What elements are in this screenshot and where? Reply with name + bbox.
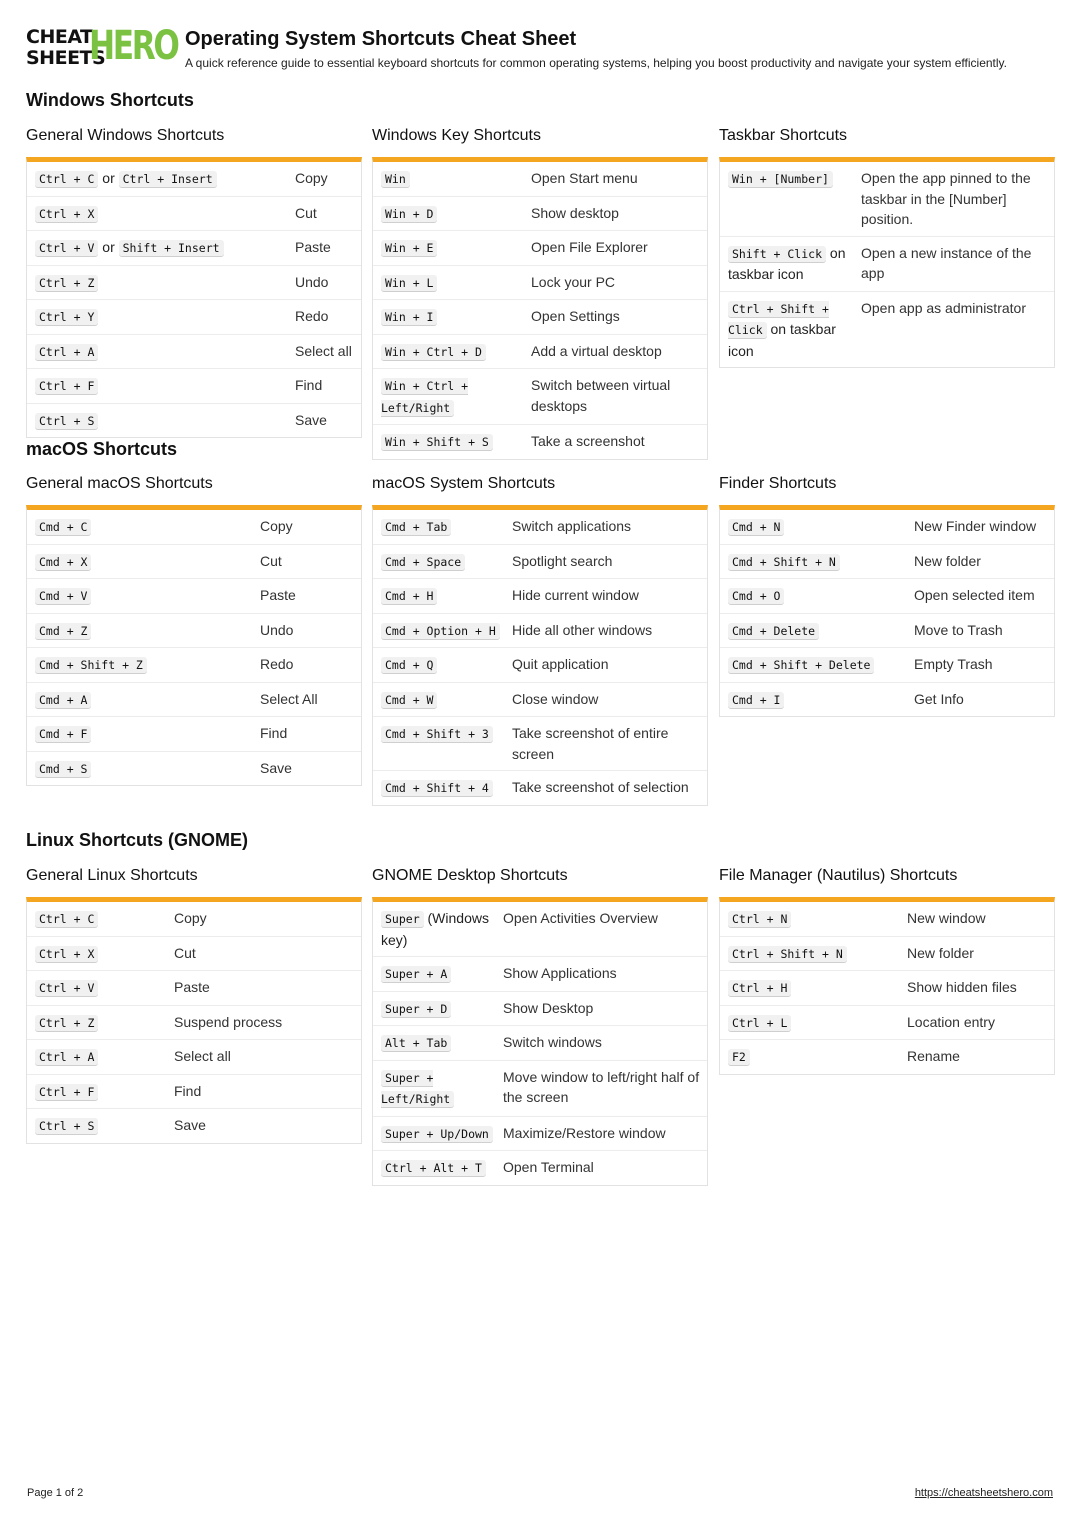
- shortcut-description: Show Applications: [503, 965, 617, 981]
- shortcut-description: Get Info: [914, 690, 964, 707]
- shortcut-keys: [381, 1067, 503, 1110]
- card-taskbar: [719, 125, 1055, 368]
- key-combo: Shift + Insert: [119, 240, 224, 256]
- key-combo: Cmd + Shift + 3: [381, 726, 493, 742]
- key-combo: Ctrl + F: [35, 378, 98, 394]
- site-link[interactable]: https://cheatsheetshero.com: [914, 1487, 1053, 1499]
- shortcut-description: Paste: [295, 239, 331, 255]
- shortcut-keys: [728, 1046, 907, 1068]
- page-title: Operating System Shortcuts Cheat Sheet: [185, 28, 577, 50]
- shortcut-row: [373, 510, 707, 545]
- shortcut-description: Location entry: [907, 1013, 995, 1030]
- shortcut-description: Switch applications: [512, 518, 632, 534]
- shortcut-description: Switch between virtual desktops: [531, 377, 671, 414]
- shortcut-table: [372, 897, 708, 1186]
- shortcut-keys: [381, 998, 503, 1020]
- shortcut-row: [373, 1117, 707, 1152]
- shortcut-description: Open File Explorer: [531, 239, 648, 255]
- key-combo: Shift + Click: [728, 246, 826, 262]
- key-combo: Ctrl + L: [728, 1015, 791, 1031]
- shortcut-row: [27, 683, 361, 718]
- shortcut-row: [27, 404, 361, 438]
- shortcut-keys: [35, 977, 174, 999]
- shortcut-description: Take screenshot of selection: [512, 779, 689, 795]
- shortcut-keys: [35, 341, 295, 363]
- card-macos-system: [372, 473, 708, 806]
- key-combo: F2: [728, 1049, 750, 1065]
- shortcut-row: [373, 162, 707, 197]
- shortcut-table: [372, 157, 708, 460]
- key-combo: Ctrl + V: [35, 980, 98, 996]
- card-windows-key: [372, 125, 708, 460]
- shortcut-keys: [35, 723, 260, 745]
- shortcut-row: [373, 771, 707, 805]
- shortcut-keys: [728, 908, 907, 930]
- key-combo: Ctrl + S: [35, 1118, 98, 1134]
- card-title: GNOME Desktop Shortcuts: [372, 867, 568, 884]
- shortcut-description: Open Activities Overview: [503, 910, 658, 926]
- shortcut-row: [373, 717, 707, 771]
- shortcut-description: Take screenshot of entire screen: [512, 725, 669, 762]
- shortcut-description: Save: [260, 759, 292, 776]
- key-combo: Super + Up/Down: [381, 1126, 493, 1142]
- shortcut-keys: [381, 168, 531, 190]
- shortcut-description: Open Settings: [531, 308, 620, 324]
- shortcut-keys: [728, 243, 861, 285]
- shortcut-row: [373, 648, 707, 683]
- key-combo: Cmd + V: [35, 588, 91, 604]
- shortcut-description: Hide current window: [512, 587, 639, 603]
- shortcut-description: Open Terminal: [503, 1159, 594, 1175]
- card-title: Windows Key Shortcuts: [372, 127, 541, 144]
- card-title: General Windows Shortcuts: [26, 127, 225, 144]
- shortcut-keys: [381, 1123, 503, 1145]
- key-combo: Super + A: [381, 966, 451, 982]
- card-title: File Manager (Nautilus) Shortcuts: [719, 867, 958, 884]
- card-title: Taskbar Shortcuts: [719, 127, 848, 144]
- shortcut-description: Redo: [295, 308, 329, 324]
- shortcut-description: Empty Trash: [914, 656, 993, 672]
- shortcut-description: Switch windows: [503, 1034, 602, 1050]
- shortcut-row: [27, 902, 361, 937]
- key-combo: Cmd + W: [381, 692, 437, 708]
- section-title-macos: macOS Shortcuts: [26, 439, 178, 459]
- shortcut-description: Paste: [260, 587, 296, 603]
- shortcut-table: [719, 897, 1055, 1075]
- shortcut-row: [27, 266, 361, 301]
- shortcut-row: [27, 231, 361, 266]
- shortcut-keys: [35, 1012, 174, 1034]
- key-combo: Ctrl + Alt + T: [381, 1160, 486, 1176]
- shortcut-description: New folder: [907, 944, 974, 961]
- shortcut-keys: [35, 758, 260, 780]
- shortcut-row: [373, 335, 707, 370]
- shortcut-keys: [381, 777, 512, 799]
- shortcut-description: Take a screenshot: [531, 433, 645, 449]
- shortcut-keys: [381, 1032, 503, 1054]
- page-number: Page 1 of 2: [27, 1487, 84, 1499]
- shortcut-description: Find: [174, 1082, 202, 1099]
- key-combo: Ctrl + Z: [35, 275, 98, 291]
- shortcut-keys: [35, 516, 260, 538]
- shortcut-description: Rename: [907, 1048, 960, 1064]
- shortcut-description: Open selected item: [914, 587, 1035, 603]
- shortcut-description: New folder: [914, 552, 981, 569]
- shortcut-keys: [381, 963, 503, 985]
- key-combo: Ctrl + X: [35, 206, 98, 222]
- shortcut-keys: [381, 431, 531, 453]
- shortcut-description: Find: [295, 377, 323, 393]
- shortcut-keys: [35, 203, 295, 225]
- shortcut-row: [373, 1061, 707, 1117]
- key-combo: Ctrl + V: [35, 240, 98, 256]
- shortcut-row: [720, 902, 1054, 937]
- shortcut-table: [26, 157, 362, 438]
- shortcut-row: [373, 425, 707, 459]
- shortcut-description: Select all: [174, 1048, 231, 1064]
- shortcut-row: [27, 1040, 361, 1075]
- shortcut-row: [720, 614, 1054, 649]
- key-combo: Win + L: [381, 275, 437, 291]
- shortcut-table: [26, 897, 362, 1144]
- key-combo: Cmd + N: [728, 519, 784, 535]
- key-combo: Ctrl + Insert: [119, 171, 217, 187]
- key-note: or: [102, 170, 115, 186]
- card-title: Finder Shortcuts: [719, 475, 837, 492]
- key-combo: Win + [Number]: [728, 171, 833, 187]
- shortcut-keys: [35, 375, 295, 397]
- shortcut-description: Show desktop: [531, 204, 619, 221]
- key-combo: Ctrl + Y: [35, 309, 98, 325]
- shortcut-row: [27, 369, 361, 404]
- key-combo: Ctrl + N: [728, 911, 791, 927]
- key-combo: Super + Left/Right: [381, 1070, 454, 1108]
- shortcut-description: Copy: [295, 170, 328, 186]
- shortcut-row: [373, 683, 707, 718]
- shortcut-row: [27, 1109, 361, 1143]
- shortcut-keys: [728, 689, 914, 711]
- shortcut-description: Cut: [174, 944, 196, 961]
- shortcut-description: Show hidden files: [907, 979, 1017, 995]
- key-combo: Win + E: [381, 240, 437, 256]
- shortcut-keys: [381, 203, 531, 225]
- shortcut-row: [720, 937, 1054, 972]
- shortcut-row: [27, 614, 361, 649]
- shortcut-row: [373, 369, 707, 425]
- shortcut-row: [27, 510, 361, 545]
- key-combo: Cmd + Option + H: [381, 623, 500, 639]
- shortcut-keys: [728, 620, 914, 642]
- shortcut-description: Add a virtual desktop: [531, 342, 662, 359]
- key-combo: Alt + Tab: [381, 1035, 451, 1051]
- shortcut-row: [720, 1040, 1054, 1074]
- shortcut-row: [720, 510, 1054, 545]
- shortcut-description: New window: [907, 910, 986, 926]
- shortcut-row: [373, 545, 707, 580]
- shortcut-row: [27, 335, 361, 370]
- key-combo: Cmd + S: [35, 761, 91, 777]
- shortcut-keys: [35, 168, 295, 190]
- card-general-linux: [26, 865, 362, 1144]
- shortcut-row: [720, 683, 1054, 717]
- shortcut-keys: [35, 272, 295, 294]
- section-title-windows: Windows Shortcuts: [26, 90, 194, 110]
- shortcut-row: [720, 971, 1054, 1006]
- shortcut-keys: [381, 306, 531, 328]
- key-combo: Cmd + Tab: [381, 519, 451, 535]
- shortcut-keys: [35, 654, 260, 676]
- key-combo: Cmd + Shift + N: [728, 554, 840, 570]
- shortcut-description: Move to Trash: [914, 621, 1003, 638]
- shortcut-row: [373, 957, 707, 992]
- key-combo: Cmd + Shift + Z: [35, 657, 147, 673]
- card-title: General macOS Shortcuts: [26, 475, 213, 492]
- card-general-windows: [26, 125, 362, 438]
- key-combo: Ctrl + Z: [35, 1015, 98, 1031]
- shortcut-table: [719, 505, 1055, 717]
- key-combo: Cmd + Delete: [728, 623, 819, 639]
- shortcut-keys: [35, 306, 295, 328]
- key-combo: Ctrl + C: [35, 911, 98, 927]
- shortcut-row: [720, 1006, 1054, 1041]
- shortcut-row: [27, 579, 361, 614]
- key-combo: Cmd + Space: [381, 554, 465, 570]
- shortcut-row: [720, 162, 1054, 237]
- key-combo: Super + D: [381, 1001, 451, 1017]
- shortcut-description: Close window: [512, 690, 599, 707]
- key-combo: Ctrl + F: [35, 1084, 98, 1100]
- shortcut-description: Lock your PC: [531, 273, 616, 290]
- shortcut-keys: [381, 272, 531, 294]
- key-combo: Ctrl + S: [35, 413, 98, 429]
- key-combo: Ctrl + Shift + Click: [728, 301, 829, 337]
- key-combo: Cmd + C: [35, 519, 91, 535]
- shortcut-row: [27, 648, 361, 683]
- shortcut-keys: [35, 689, 260, 711]
- shortcut-keys: [381, 551, 512, 573]
- shortcut-row: [373, 579, 707, 614]
- shortcut-description: Hide all other windows: [512, 621, 653, 638]
- shortcut-description: Save: [295, 411, 327, 428]
- shortcut-keys: [728, 943, 907, 965]
- shortcut-row: [373, 300, 707, 335]
- shortcut-keys: [728, 1012, 907, 1034]
- shortcut-keys: [381, 654, 512, 676]
- shortcut-description: New Finder window: [914, 518, 1037, 534]
- card-nautilus: [719, 865, 1055, 1075]
- key-note: or: [102, 239, 115, 255]
- shortcut-description: Copy: [174, 910, 207, 926]
- shortcut-keys: [381, 585, 512, 607]
- shortcut-row: [373, 1151, 707, 1185]
- key-combo: Win + Shift + S: [381, 434, 493, 450]
- shortcut-row: [373, 197, 707, 232]
- shortcut-keys: [728, 516, 914, 538]
- shortcut-row: [27, 752, 361, 786]
- shortcut-row: [720, 545, 1054, 580]
- shortcut-row: [27, 162, 361, 197]
- key-note: on taskbar icon: [728, 321, 836, 359]
- shortcut-keys: [381, 341, 531, 363]
- shortcut-description: Quit application: [512, 656, 609, 672]
- shortcut-description: Find: [260, 725, 288, 741]
- key-combo: Win + I: [381, 309, 437, 325]
- key-combo: Cmd + I: [728, 692, 784, 708]
- key-combo: Win: [381, 171, 410, 187]
- shortcut-row: [27, 1006, 361, 1041]
- shortcut-row: [27, 937, 361, 972]
- shortcut-keys: [381, 689, 512, 711]
- shortcut-keys: [35, 237, 295, 259]
- shortcut-keys: [35, 410, 295, 432]
- shortcut-row: [373, 992, 707, 1027]
- shortcut-keys: [728, 654, 914, 676]
- shortcut-row: [27, 545, 361, 580]
- card-title: General Linux Shortcuts: [26, 867, 198, 884]
- shortcut-description: Open a new instance of the app: [861, 244, 1032, 281]
- shortcut-description: Open app as administrator: [861, 299, 1026, 316]
- shortcut-keys: [728, 168, 861, 230]
- key-combo: Super: [381, 911, 424, 927]
- shortcut-keys: [381, 516, 512, 538]
- key-combo: Cmd + Z: [35, 623, 91, 639]
- shortcut-description: Save: [174, 1117, 206, 1133]
- key-combo: Cmd + X: [35, 554, 91, 570]
- shortcut-keys: [728, 551, 914, 573]
- shortcut-row: [27, 300, 361, 335]
- shortcut-keys: [728, 585, 914, 607]
- shortcut-row: [373, 614, 707, 649]
- key-combo: Ctrl + X: [35, 946, 98, 962]
- card-gnome-desktop: [372, 865, 708, 1186]
- key-combo: Ctrl + A: [35, 1049, 98, 1065]
- key-combo: Win + Ctrl + Left/Right: [381, 379, 469, 415]
- shortcut-row: [27, 717, 361, 752]
- key-combo: Ctrl + A: [35, 344, 98, 360]
- shortcut-description: Undo: [260, 621, 294, 638]
- shortcut-description: Suspend process: [174, 1013, 283, 1030]
- shortcut-keys: [728, 298, 861, 362]
- shortcut-keys: [35, 620, 260, 642]
- shortcut-keys: [35, 551, 260, 573]
- card-finder: [719, 473, 1055, 717]
- shortcut-row: [373, 1026, 707, 1061]
- shortcut-row: [720, 237, 1054, 292]
- key-combo: Ctrl + H: [728, 980, 791, 996]
- shortcut-description: Redo: [260, 656, 294, 672]
- key-note: (Windows key): [381, 910, 489, 948]
- cheatsheetshero-logo: [26, 23, 178, 72]
- shortcut-keys: [35, 1046, 174, 1068]
- section-title-linux: Linux Shortcuts (GNOME): [26, 830, 248, 850]
- shortcut-row: [720, 579, 1054, 614]
- shortcut-row: [27, 197, 361, 232]
- shortcut-keys: [381, 620, 512, 642]
- shortcut-description: Show Desktop: [503, 999, 594, 1016]
- shortcut-keys: [35, 943, 174, 965]
- key-combo: Cmd + F: [35, 726, 91, 742]
- shortcut-keys: [35, 585, 260, 607]
- shortcut-keys: [728, 977, 907, 999]
- shortcut-description: Move window to left/right half of the screen: [503, 1068, 700, 1105]
- card-title: macOS System Shortcuts: [372, 475, 556, 492]
- page-subtitle: A quick reference guide to essential keyboard shortcuts for common operating systems, helping you boost productivity and navigate your system efficiently.: [185, 56, 1007, 70]
- key-combo: Cmd + H: [381, 588, 437, 604]
- key-combo: Win + D: [381, 206, 437, 222]
- shortcut-row: [373, 231, 707, 266]
- shortcut-row: [720, 292, 1054, 368]
- key-combo: Cmd + Shift + 4: [381, 780, 493, 796]
- shortcut-row: [373, 902, 707, 957]
- shortcut-description: Maximize/Restore window: [503, 1124, 666, 1141]
- shortcut-description: Undo: [295, 273, 329, 290]
- shortcut-description: Select all: [295, 342, 352, 359]
- logo-cheat-sheets-text: CHEAT SHEETS: [26, 26, 106, 69]
- logo-hero-text: HERO: [89, 23, 178, 69]
- shortcut-keys: [381, 1157, 503, 1179]
- shortcut-row: [27, 1075, 361, 1110]
- key-combo: Ctrl + C: [35, 171, 98, 187]
- shortcut-description: Copy: [260, 518, 293, 534]
- shortcut-description: Open the app pinned to the taskbar in the [Number] position.: [861, 170, 1031, 227]
- shortcut-keys: [35, 1081, 174, 1103]
- shortcut-keys: [381, 375, 531, 418]
- shortcut-row: [373, 266, 707, 301]
- key-combo: Cmd + O: [728, 588, 784, 604]
- shortcut-keys: [381, 908, 503, 950]
- shortcut-description: Cut: [260, 552, 282, 569]
- key-note: on taskbar icon: [728, 244, 846, 282]
- shortcut-table: [719, 157, 1055, 368]
- shortcut-description: Spotlight search: [512, 552, 613, 569]
- shortcut-row: [720, 648, 1054, 683]
- shortcut-keys: [35, 908, 174, 930]
- shortcut-keys: [35, 1115, 174, 1137]
- key-combo: Cmd + Shift + Delete: [728, 657, 874, 673]
- card-general-macos: [26, 473, 362, 786]
- key-combo: Win + Ctrl + D: [381, 344, 486, 360]
- key-combo: Cmd + Q: [381, 657, 437, 673]
- shortcut-table: [372, 505, 708, 806]
- key-combo: Ctrl + Shift + N: [728, 946, 847, 962]
- shortcut-description: Open Start menu: [531, 170, 638, 186]
- shortcut-row: [27, 971, 361, 1006]
- shortcut-description: Paste: [174, 979, 210, 995]
- shortcut-keys: [381, 723, 512, 764]
- key-combo: Cmd + A: [35, 692, 91, 708]
- shortcut-description: Cut: [295, 204, 317, 221]
- shortcut-keys: [381, 237, 531, 259]
- shortcut-description: Select All: [260, 690, 318, 707]
- shortcut-table: [26, 505, 362, 786]
